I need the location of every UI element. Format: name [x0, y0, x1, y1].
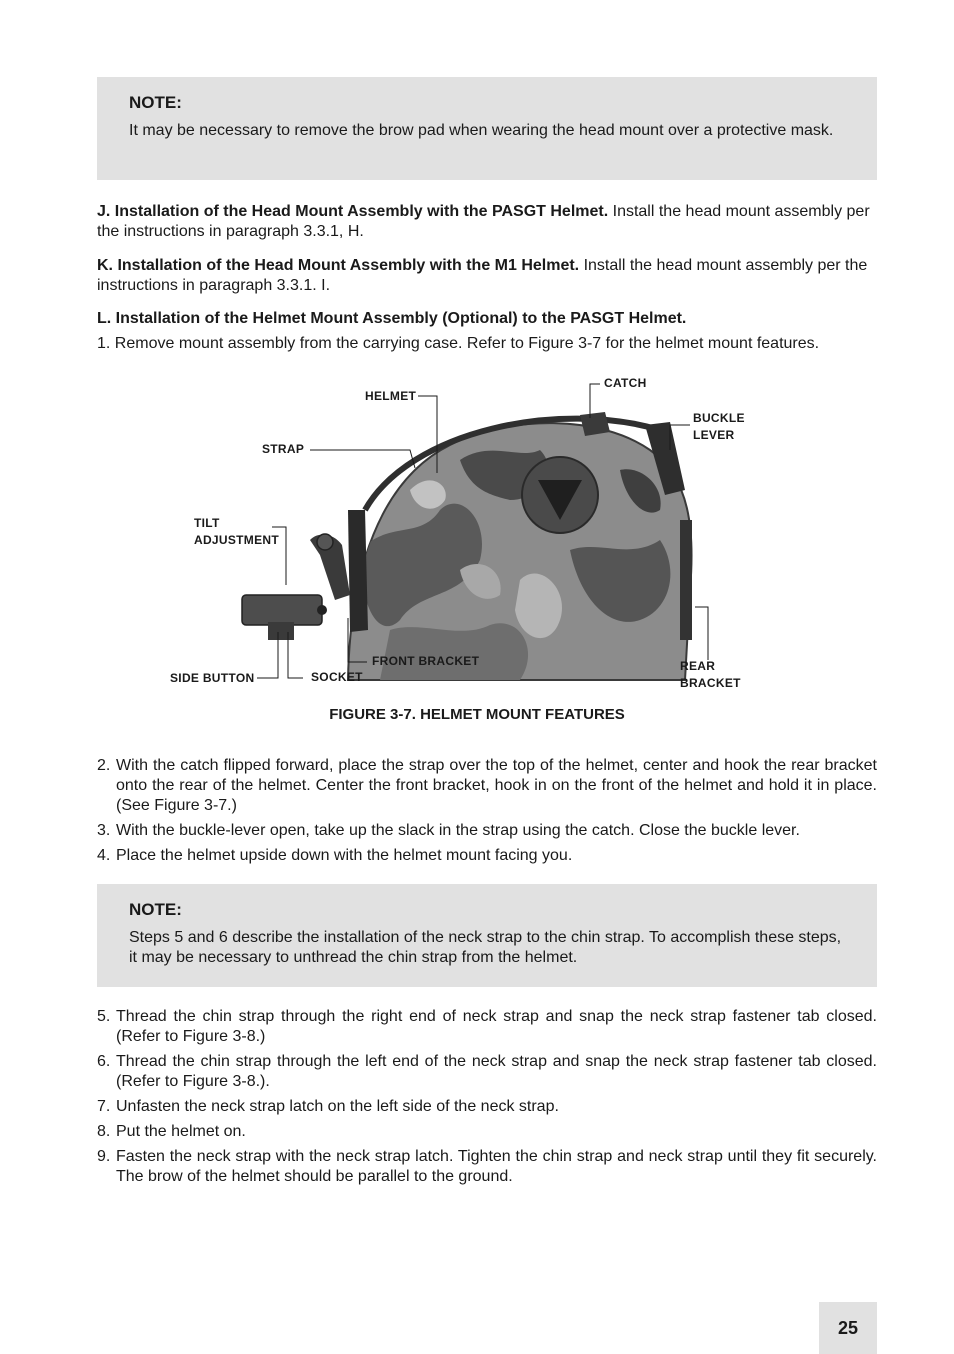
label-catch: CATCH: [604, 376, 647, 390]
section-k-heading: K. Installation of the Head Mount Assembly with the M1 Helmet.: [97, 257, 580, 274]
step-text: With the buckle-lever open, take up the slack in the strap using the catch. Close the buckle lever.: [116, 822, 800, 839]
side-button: [317, 605, 327, 615]
steps-list-a: [97, 756, 877, 871]
step-number: 6.: [97, 1053, 111, 1070]
step-text: Thread the chin strap through the right end of neck strap and snap the neck strap fastener tab closed. (Refer to Figure 3-8.): [116, 1008, 877, 1045]
step-text: Thread the chin strap through the left end of the neck strap and snap the neck strap fastener tab closed. (Refer to Figure 3-8.).: [116, 1053, 877, 1090]
step-text: Put the helmet on.: [116, 1123, 246, 1140]
section-l-heading-text: L. Installation of the Helmet Mount Assembly (Optional) to the PASGT Helmet.: [97, 310, 687, 327]
step-number: 7.: [97, 1098, 111, 1115]
note-title: NOTE:: [129, 900, 182, 919]
step-text: Fasten the neck strap with the neck strap latch. Tighten the chin strap and neck strap until they fit securely. The brow of the helmet should be parallel to the ground.: [116, 1148, 877, 1185]
step-number: 3.: [97, 822, 111, 839]
note-text: Steps 5 and 6 describe the installation of the neck strap to the chin strap. To accomplish these steps, it may be necessary to unthread the chin strap from the helmet.: [129, 929, 842, 966]
front-bracket: [348, 510, 368, 632]
step-number: 9.: [97, 1148, 111, 1165]
list-item: [97, 846, 877, 866]
steps-list-b: [97, 1007, 877, 1192]
note-text: It may be necessary to remove the brow pad when wearing the head mount over a protective mask.: [129, 122, 834, 139]
label-tilt-adjustment: TILT ADJUSTMENT: [194, 516, 280, 547]
socket: [268, 622, 294, 640]
figure-caption: FIGURE 3-7. HELMET MOUNT FEATURES: [329, 706, 625, 723]
label-helmet: HELMET: [365, 389, 417, 403]
list-item: [97, 1147, 877, 1187]
label-rear-bracket: REAR BRACKET: [680, 659, 741, 690]
tilt-knob: [317, 534, 333, 550]
step-text: Unfasten the neck strap latch on the left side of the neck strap.: [116, 1098, 559, 1115]
list-item: [97, 821, 877, 841]
label-socket: SOCKET: [311, 670, 363, 684]
step-number: 5.: [97, 1008, 111, 1025]
note-box: [97, 77, 877, 180]
catch: [580, 412, 610, 436]
step-number: 2.: [97, 757, 111, 774]
section-k: [97, 256, 877, 296]
section-j: [97, 202, 877, 242]
label-side-button: SIDE BUTTON: [170, 671, 255, 685]
list-item: [97, 1052, 877, 1092]
page-number: 25: [819, 1302, 877, 1354]
list-item: [97, 1097, 877, 1117]
step-number: 8.: [97, 1123, 111, 1140]
helmet-figure: [160, 370, 760, 700]
step-number: 4.: [97, 847, 111, 864]
section-j-heading: J. Installation of the Head Mount Assembly with the PASGT Helmet.: [97, 203, 609, 220]
list-item: [97, 1122, 877, 1142]
section-j-text: Install the head mount assembly per the instructions in paragraph 3.3.1, H.: [97, 203, 870, 240]
list-item: [97, 756, 877, 816]
label-strap: STRAP: [262, 442, 305, 456]
step-1: 1. Remove mount assembly from the carrying case. Refer to Figure 3-7 for the helmet mount features.: [97, 335, 820, 352]
section-k-text: Install the head mount assembly per the instructions in paragraph 3.3.1. I.: [97, 257, 868, 294]
label-front-bracket: FRONT BRACKET: [372, 654, 480, 668]
list-item: [97, 1007, 877, 1047]
socket-mount: [242, 595, 322, 625]
section-l-heading: [97, 309, 877, 329]
label-buckle-lever: BUCKLE LEVER: [693, 411, 745, 442]
rear-bracket: [680, 520, 692, 640]
step-text: With the catch flipped forward, place the strap over the top of the helmet, center and hook the rear bracket onto the rear of the helmet. Center the front bracket, hook in on the front of the helmet and hold it in place. (See Figure 3-7.): [116, 757, 877, 814]
note-title: NOTE:: [129, 93, 182, 112]
step-text: Place the helmet upside down with the helmet mount facing you.: [116, 847, 573, 864]
note-box-2: [97, 884, 877, 987]
